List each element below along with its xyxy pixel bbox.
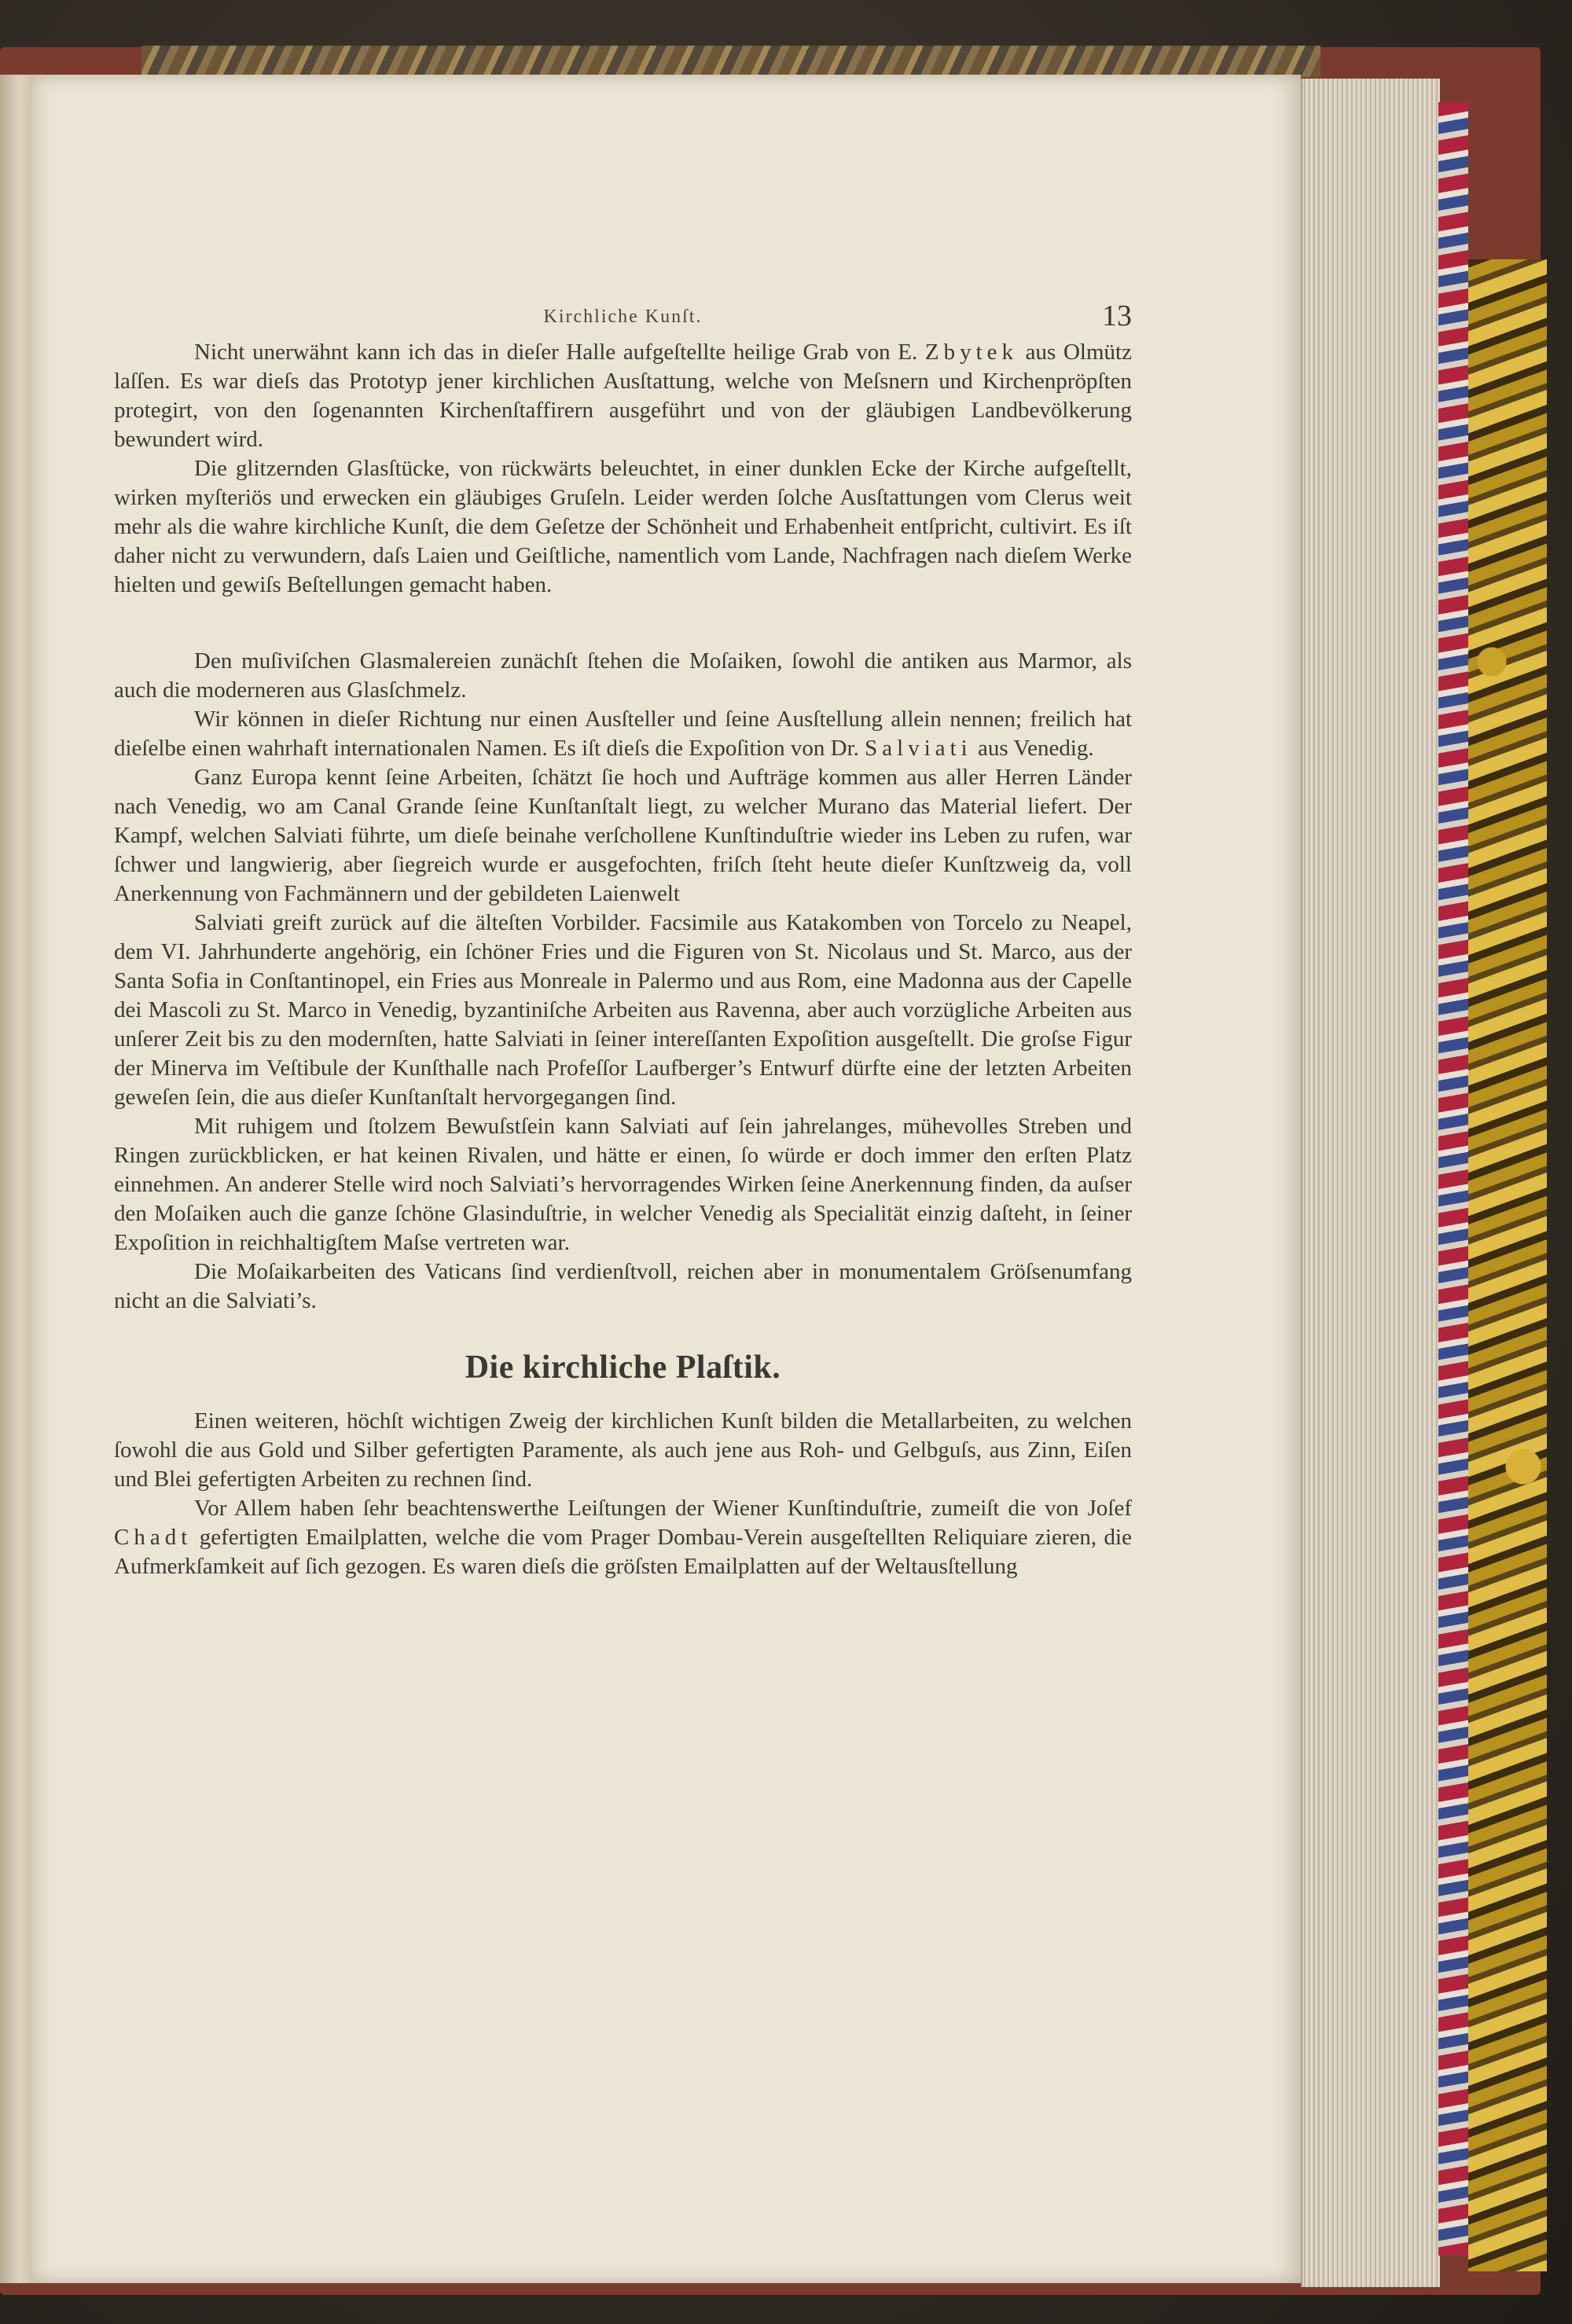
- section-gap: [114, 600, 1132, 647]
- paragraph-text: Mit ruhigem und ſtolzem Bewuſstſein kann Salviati auf ſein jahrelanges, mühevolles Streben und Ringen zurückblicken, er hat keinen Rivalen, und hätte er einen, ſo würde er doch immer den erſten Platz einnehmen. An anderer Stelle wird noch Salviati’s hervorragendes Wirken ſeine Anerkennung finden, da auſser den Moſaiken auch die ganze ſchöne Glasinduſtrie, in welcher Venedig als Specialität einzig daſteht, in ſeiner Expoſition in reichhaltigſtem Maſse vertreten war.: [114, 1114, 1132, 1255]
- paragraph: [114, 1112, 1132, 1257]
- paragraph: [114, 1494, 1132, 1581]
- paragraph-text: Die glitzernden Glasſtücke, von rückwärts beleuchtet, in einer dunklen Ecke der Kirche aufgeſtellt, wirken myſteriös und erwecken ein gläubiges Gruſeln. Leider werden ſolche Ausſtattungen vom Clerus weit mehr als die wahre kirchliche Kunſt, die dem Geſetze der Schönheit und Erhabenheit entſpricht, cultivirt. Es iſt daher nicht zu verwundern, daſs Laien und Geiſtliche, namentlich vom Lande, Nachfragen nach dieſem Werke hielten und gewiſs Beſtellungen gemacht haben.: [114, 456, 1132, 597]
- spaced-name: Zbytek: [924, 340, 1019, 365]
- paragraph-text: Die Moſaikarbeiten des Vaticans ſind verdienſtvoll, reichen aber in monumentalem Gröſsenumfang nicht an die Salviati’s.: [114, 1259, 1132, 1313]
- paragraph-text: Einen weiteren, höchſt wichtigen Zweig der kirchlichen Kunſt bilden die Metallarbeiten, zu welchen ſowohl die aus Gold und Silber gefertigten Paramente, als auch jene aus Roh- und Gelbguſs, aus Zinn, Eiſen und Blei gefertigten Arbeiten zu rechnen ſind.: [114, 1408, 1132, 1492]
- book-page: [31, 75, 1301, 2283]
- running-title: Kirchliche Kunſt.: [543, 307, 703, 327]
- marbled-edge-stripe: [1438, 102, 1468, 2256]
- running-head: [114, 299, 1132, 338]
- paragraph: [114, 1407, 1132, 1494]
- page-content: [114, 299, 1132, 1581]
- paragraph: [114, 1257, 1132, 1316]
- paragraph: [114, 705, 1132, 763]
- section-heilige-grab: [114, 338, 1132, 600]
- paragraph-text: Den muſiviſchen Glasmalereien zunächſt ſtehen die Moſaiken, ſowohl die antiken aus Marmor, als auch die moderneren aus Glasſchmelz.: [114, 648, 1132, 703]
- paragraph: [114, 454, 1132, 600]
- paragraph-text: Salviati greift zurück auf die älteſten Vorbilder. Facsimile aus Katakomben von Torcelo zu Neapel, dem VI. Jahrhunderte angehörig, ein ſchöner Fries und die Figuren von St. Nicolaus und St. Marco, aus der Santa Sofia in Conſtantinopel, ein Fries aus Monreale in Palermo und aus Rom, eine Madonna aus der Capelle dei Mascoli zu St. Marco in Venedig, byzantiniſche Arbeiten aus Ravenna, aber auch vorzügliche Arbeiten aus unſerer Zeit bis zu den modernſten, hatte Salviati in ſeiner intereſſanten Expoſition ausgeſtellt. Die groſse Figur der Minerva im Veſtibule der Kunſthalle nach Profeſſor Laufberger’s Entwurf dürfte eine der letzten Arbeiten geweſen ſein, die aus dieſer Kunſtanſtalt hervorgegangen ſind.: [114, 910, 1132, 1110]
- section-heading: Die kirchliche Plaſtik.: [465, 1349, 781, 1386]
- paragraph-text: Nicht unerwähnt kann ich das in dieſer Halle aufgeſtellte heilige Grab von E.: [194, 340, 925, 365]
- paragraph-text: Vor Allem haben ſehr beachtenswerthe Leiſtungen der Wiener Kunſtinduſtrie, zumeiſt die von Joſef: [194, 1496, 1132, 1521]
- paragraph: [114, 338, 1132, 454]
- marbled-top-edge: [141, 46, 1320, 77]
- facing-page-edge: [0, 75, 31, 2283]
- paragraph: [114, 647, 1132, 705]
- spaced-name: Salviati: [865, 736, 972, 761]
- marbled-endpaper: [1468, 259, 1547, 2271]
- paragraph-text: aus Olmütz laſſen. Es war dieſs das Prototyp jener kirchlichen Ausſtattung, welche von Meſsnern und Kirchenpröpſten protegirt, von den ſogenannten Kirchenſtaffirern ausgeführt und von der gläubigen Landbevölkerung bewundert wird.: [114, 340, 1132, 452]
- paragraph-text: Ganz Europa kennt ſeine Arbeiten, ſchätzt ſie hoch und Aufträge kommen aus aller Herren Länder nach Venedig, wo am Canal Grande ſeine Kunſtanſtalt liegt, zu welcher Murano das Material liefert. Der Kampf, welchen Salviati führte, um dieſe beinahe verſchollene Kunſtinduſtrie wieder ins Leben zu rufen, war ſchwer und langwierig, aber ſiegreich wurde er ausgefochten, friſch ſteht heute dieſer Kunſtzweig da, voll Anerkennung von Fachmännern und der gebildeten Laienwelt: [114, 765, 1132, 906]
- section-mosaiken: [114, 647, 1132, 1316]
- section-plastik: [114, 1407, 1132, 1581]
- paragraph-text: aus Venedig.: [971, 736, 1094, 761]
- paragraph-text: Wir können in dieſer Richtung nur einen Ausſteller und ſeine Ausſtellung allein nennen; freilich hat dieſelbe einen wahrhaft internationalen Namen. Es iſt dieſs die Expoſition von Dr.: [114, 707, 1132, 761]
- paragraph: [114, 909, 1132, 1112]
- spaced-name: Chadt: [114, 1525, 193, 1550]
- paragraph-text: gefertigten Emailplatten, welche die vom Prager Dombau-Verein ausgeſtellten Reliquiare zieren, die Aufmerkſamkeit auf ſich gezogen. Es waren dieſs die gröſsten Emailplatten auf der Weltausſtellung: [114, 1525, 1132, 1579]
- paragraph: [114, 763, 1132, 909]
- page-fore-edge: [1301, 79, 1440, 2287]
- page-number: 13: [1102, 299, 1132, 332]
